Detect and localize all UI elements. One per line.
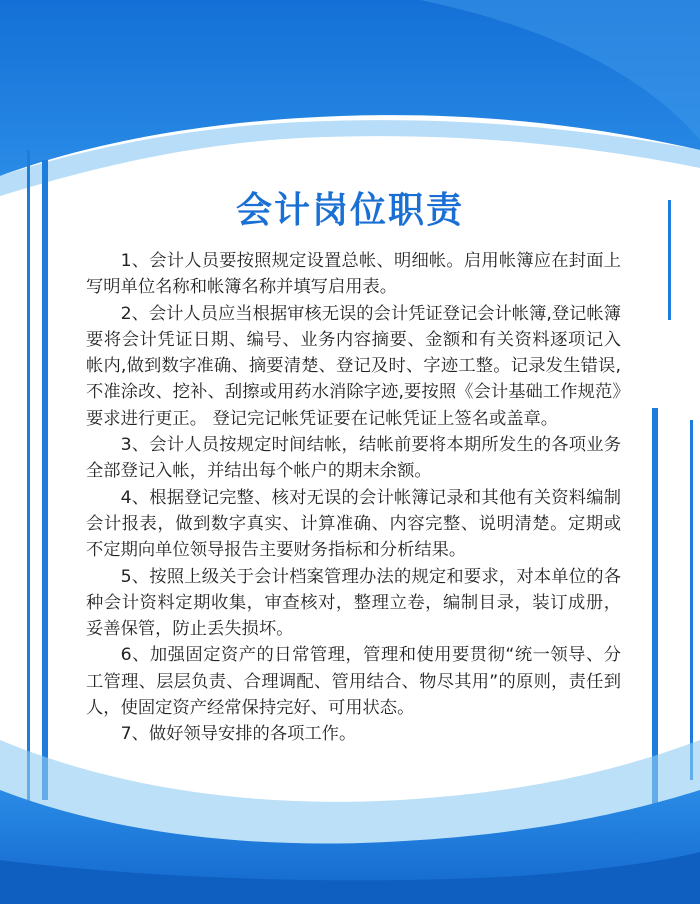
duty-list xyxy=(86,248,621,748)
left-line-thick xyxy=(42,160,48,800)
left-line-thin xyxy=(27,150,30,840)
duty-item: 7、做好领导安排的各项工作。 xyxy=(120,724,357,745)
duty-item: 1、会计人员要按照规定设置总帐、明细帐。启用帐簿应在封面上写明单位名称和帐簿名称并填写启用表。 xyxy=(86,251,621,298)
page-title: 会计岗位职责 xyxy=(235,190,464,231)
duty-item: 2、会计人员应当根据审核无误的会计凭证登记会计帐簿,登记帐簿要将会计凭证日期、编号、业务内容摘要、金额和有关资料逐项记入帐内,做到数字准确、摘要清楚、登记及时、字迹工整。记录发生错误,不准涂改、挖补、刮擦或用药水消除字迹,要按照《会计基础工作规范》要求进行更正。 登记完记帐凭证要在记帐凭证上签名或盖章。 xyxy=(86,303,621,429)
duty-item: 3、会计人员按规定时间结帐，结帐前要将本期所发生的各项业务全部登记入帐，并结出每个帐户的期末余额。 xyxy=(86,435,621,482)
right-line-thin-2 xyxy=(690,420,693,780)
duty-item: 6、加强固定资产的日常管理，管理和使用要贯彻“统一领导、分工管理、层层负责、合理调配、管用结合、物尽其用”的原则，责任到人，使固定资产经常保持完好、可用状态。 xyxy=(86,645,621,719)
duty-item: 5、按照上级关于会计档案管理办法的规定和要求，对本单位的各种会计资料定期收集，审查核对，整理立卷，编制目录，装订成册，妥善保管，防止丢失损坏。 xyxy=(86,566,621,640)
duty-item: 4、根据登记完整、核对无误的会计帐簿记录和其他有关资料编制会计报表，做到数字真实、计算准确、内容完整、说明清楚。定期或不定期向单位领导报告主要财务指标和分析结果。 xyxy=(86,487,621,561)
